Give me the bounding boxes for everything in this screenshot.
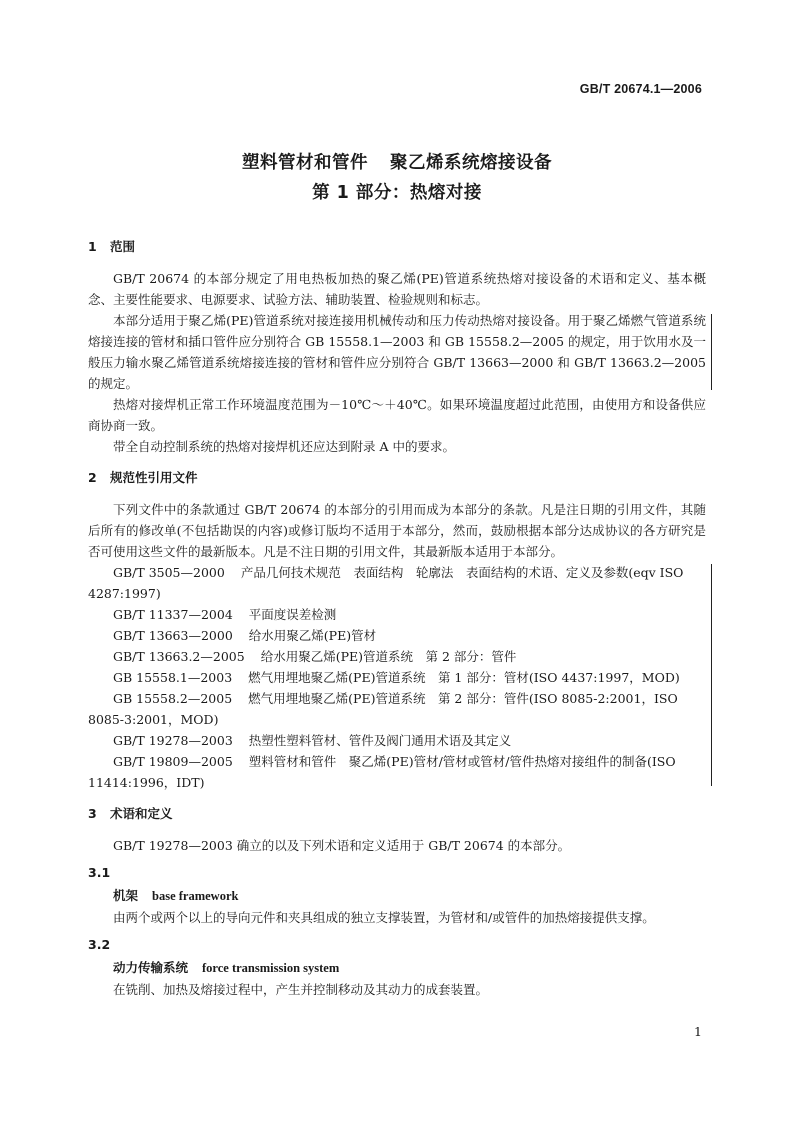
reference-code: GB/T 3505—2000 bbox=[113, 565, 225, 580]
section-number: 2 bbox=[88, 470, 97, 485]
term-name-cn: 机架 bbox=[113, 888, 139, 903]
section-heading-normative-references bbox=[88, 467, 706, 488]
section-title: 范围 bbox=[110, 239, 136, 254]
reference-title: 产品几何技术规范 表面结构 轮廓法 表面结构的术语、定义及参数(eqv ISO 4287:1997) bbox=[88, 565, 684, 601]
term-number: 3.1 bbox=[88, 865, 111, 880]
term-definition: 在铣削、加热及熔接过程中，产生并控制移动及其动力的成套装置。 bbox=[113, 982, 489, 997]
change-bar bbox=[711, 314, 712, 390]
reference-title: 给水用聚乙烯(PE)管材 bbox=[248, 628, 377, 643]
reference-item bbox=[88, 751, 706, 793]
title-line-2: 第 1 部分：热熔对接 bbox=[312, 183, 482, 203]
term-name-cn: 动力传输系统 bbox=[113, 960, 189, 975]
title-part-1: 塑料管材和管件 bbox=[242, 153, 368, 173]
section-scope-body bbox=[88, 268, 706, 457]
section-number: 3 bbox=[88, 806, 97, 821]
reference-title: 平面度误差检测 bbox=[248, 607, 337, 622]
reference-code: GB/T 13663.2—2005 bbox=[113, 649, 245, 664]
reference-title: 给水用聚乙烯(PE)管道系统 第 2 部分：管件 bbox=[260, 649, 517, 664]
paragraph: 下列文件中的条款通过 GB/T 20674 的本部分的引用而成为本部分的条款。凡是注日期的引用文件，其随后所有的修改单(不包括勘误的内容)或修订版均不适用于本部分，然而，鼓励根据本部分达成协议的各方研究是否可使用这些文件的最新版本。凡是不注日期的引用文件，其最新版本适用于本部分。 bbox=[88, 502, 706, 559]
reference-code: GB 15558.2—2005 bbox=[113, 691, 233, 706]
changebar-block bbox=[88, 310, 706, 394]
document-body bbox=[88, 236, 706, 1000]
paragraph: 本部分适用于聚乙烯(PE)管道系统对接连接用机械传动和压力传动热熔对接设备。用于聚乙烯燃气管道系统熔接连接的管材和插口管件应分别符合 GB 15558.1—2003 和 GB 15558.2—2005 的规定，用于饮用水及一般压力输水聚乙烯管道系统熔接连接的管材和管件应分别符合 GB/T 13663—2000 和 GB/T 13663.2—2005 的规定。 bbox=[88, 313, 706, 391]
term-name-en: force transmission system bbox=[202, 961, 340, 975]
change-bar bbox=[711, 564, 712, 786]
reference-code: GB/T 11337—2004 bbox=[113, 607, 233, 622]
reference-item bbox=[88, 730, 706, 751]
reference-list bbox=[88, 562, 706, 793]
reference-code: GB/T 19809—2005 bbox=[113, 754, 233, 769]
term-definition: 由两个或两个以上的导向元件和夹具组成的独立支撑装置，为管材和/或管件的加热熔接提供支撑。 bbox=[113, 910, 655, 925]
reference-item bbox=[88, 625, 706, 646]
document-title bbox=[0, 148, 794, 208]
reference-code: GB/T 13663—2000 bbox=[113, 628, 233, 643]
reference-item bbox=[88, 562, 706, 604]
section-heading-scope bbox=[88, 236, 706, 257]
section-title: 术语和定义 bbox=[110, 806, 173, 821]
reference-code: GB/T 19278—2003 bbox=[113, 733, 233, 748]
term-name-en: base framework bbox=[152, 889, 239, 903]
term-number: 3.2 bbox=[88, 937, 111, 952]
title-part-2: 聚乙烯系统熔接设备 bbox=[390, 153, 552, 173]
section-references-body bbox=[88, 499, 706, 793]
paragraph: 带全自动控制系统的热熔对接焊机还应达到附录 A 中的要求。 bbox=[113, 439, 455, 454]
paragraph: GB/T 20674 的本部分规定了用电热板加热的聚乙烯(PE)管道系统热熔对接设备的术语和定义、基本概念、主要性能要求、电源要求、试验方法、辅助装置、检验规则和标志。 bbox=[88, 271, 706, 307]
reference-title: 燃气用埋地聚乙烯(PE)管道系统 第 1 部分：管材(ISO 4437:1997，MOD) bbox=[248, 670, 680, 685]
reference-item bbox=[88, 604, 706, 625]
reference-title: 热塑性塑料管材、管件及阀门通用术语及其定义 bbox=[248, 733, 512, 748]
reference-item bbox=[88, 646, 706, 667]
standard-code: GB/T 20674.1—2006 bbox=[579, 82, 702, 96]
paragraph: 热熔对接焊机正常工作环境温度范围为－10℃～＋40℃。如果环境温度超过此范围，由使用方和设备供应商协商一致。 bbox=[88, 397, 706, 433]
term-name bbox=[88, 885, 706, 907]
reference-title: 燃气用埋地聚乙烯(PE)管道系统 第 2 部分：管件(ISO 8085-2:2001，ISO 8085-3:2001，MOD) bbox=[88, 691, 678, 727]
reference-title: 塑料管材和管件 聚乙烯(PE)管材/管材或管材/管件热熔对接组件的制备(ISO 11414:1996，IDT) bbox=[88, 754, 676, 790]
term-name bbox=[88, 957, 706, 979]
section-heading-terms bbox=[88, 803, 706, 824]
reference-item bbox=[88, 688, 706, 730]
title-line-1 bbox=[0, 148, 794, 178]
reference-code: GB 15558.1—2003 bbox=[113, 670, 233, 685]
page-number: 1 bbox=[694, 1024, 702, 1039]
reference-item bbox=[88, 667, 706, 688]
section-number: 1 bbox=[88, 239, 97, 254]
section-title: 规范性引用文件 bbox=[110, 470, 198, 485]
paragraph: GB/T 19278—2003 确立的以及下列术语和定义适用于 GB/T 20674 的本部分。 bbox=[113, 838, 571, 853]
section-terms-body bbox=[88, 835, 706, 1000]
